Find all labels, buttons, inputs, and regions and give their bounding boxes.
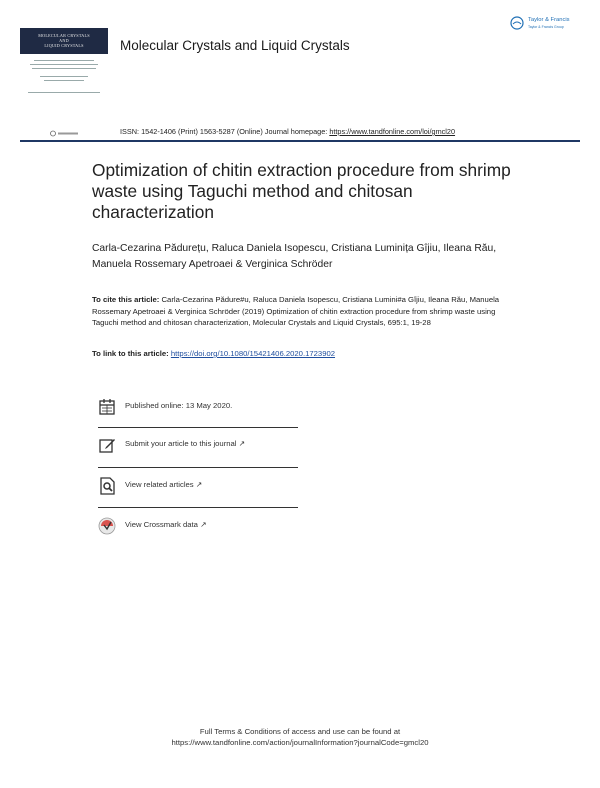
cite-label: To cite this article:: [92, 295, 160, 304]
article-title: Optimization of chitin extraction procedure from shrimp waste using Taguchi method and chitosan characterization: [92, 160, 511, 222]
publisher-name: Taylor & Francis: [528, 17, 570, 23]
published-online-label: Published online: 13 May 2020.: [125, 401, 233, 410]
citation: [92, 294, 522, 329]
footer-terms: Full Terms & Conditions of access and use can be found at: [199, 727, 401, 736]
article-link: [92, 349, 335, 358]
footer: [0, 726, 600, 748]
journal-title[interactable]: Molecular Crystals and Liquid Crystals: [120, 38, 350, 53]
edit-icon: [98, 436, 116, 454]
external-link-icon: ↗: [238, 439, 246, 448]
cover-title: MOLECULAR CRYSTALS AND LIQUID CRYSTALS: [38, 33, 90, 48]
link-label: To link to this article:: [92, 349, 171, 358]
submit-article-row[interactable]: [98, 436, 298, 476]
calendar-icon: [98, 398, 116, 416]
external-link-icon: ↗: [200, 520, 207, 529]
search-doc-icon: [98, 477, 116, 495]
related-articles-link[interactable]: View related articles ↗: [125, 480, 203, 489]
doi-link[interactable]: https://doi.org/10.1080/15421406.2020.1723902: [170, 349, 336, 358]
header-divider: [20, 140, 580, 142]
publisher-logo-icon: [510, 16, 524, 30]
publisher-subname: Taylor & Francis Group: [528, 25, 564, 29]
related-articles-row[interactable]: [98, 477, 298, 517]
publisher-logo[interactable]: [510, 16, 590, 38]
journal-cover: [20, 28, 108, 98]
small-publisher-logo-icon: [50, 124, 80, 131]
divider: [98, 427, 298, 428]
submit-article-link[interactable]: Submit your article to this journal ↗: [125, 439, 246, 448]
issn-line: ISSN: 1542-1406 (Print) 1563-5287 (Online) Journal homepage: https://www.tandfonline.com/loi/gmcl20: [120, 127, 456, 136]
crossmark-icon: [98, 517, 116, 535]
external-link-icon: ↗: [195, 480, 203, 489]
published-online-row: [98, 398, 298, 438]
divider: [98, 507, 298, 508]
crossmark-row[interactable]: [98, 517, 298, 557]
article-authors: Carla-Cezarina Pădurețu, Raluca Daniela Isopescu, Cristiana Luminița Gîjiu, Ileana Rău, Manuela Rossemary Apetroaei & Verginica Schröder: [92, 243, 497, 270]
divider: [98, 467, 298, 468]
journal-homepage-link[interactable]: https://www.tandfonline.com/loi/gmcl20: [329, 127, 456, 136]
footer-terms-link[interactable]: https://www.tandfonline.com/action/journalInformation?journalCode=gmcl20: [171, 738, 429, 747]
crossmark-link[interactable]: View Crossmark data ↗: [125, 520, 207, 529]
cite-text: Carla-Cezarina Pădure#u, Raluca Daniela Isopescu, Cristiana Lumini#a Gîjiu, Ileana Rău, Manuela Rossemary Apetroaei & Verginica Schröder (2019) Optimization of chitin extraction procedure from shrimp waste using Taguchi method and chitosan characterization, Molecular Crystals and Liquid Crystals, 695:1, 19-28: [92, 295, 500, 327]
